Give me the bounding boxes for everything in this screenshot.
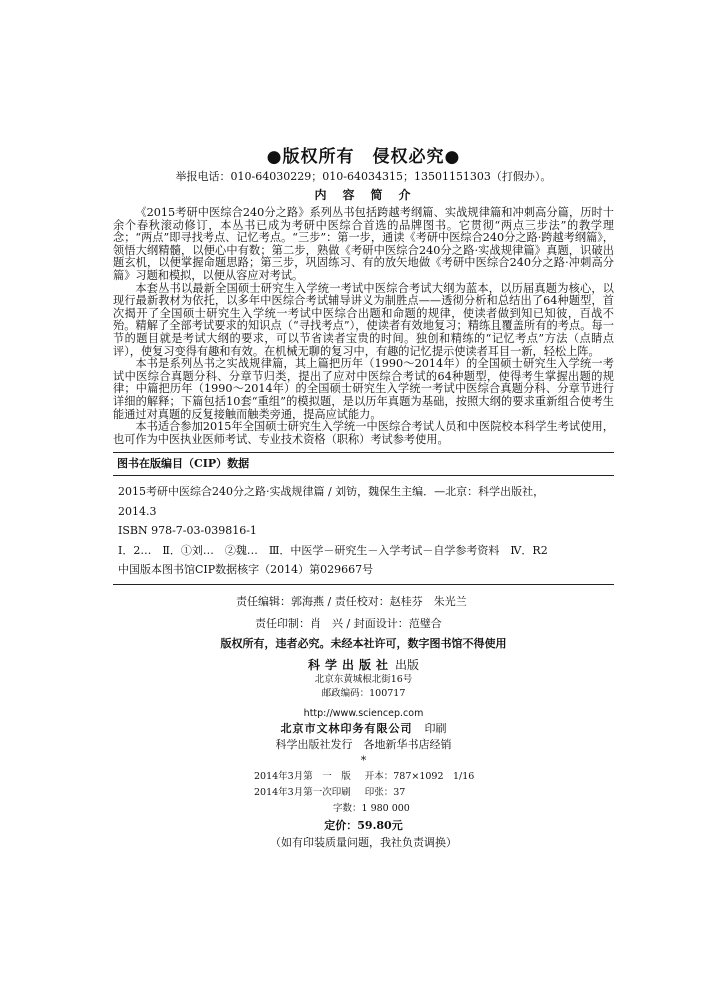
rights-notice: 版权所有，违者必究。未经本社许可，数字图书馆不得使用 <box>220 636 507 650</box>
publisher-action: 出版 <box>395 657 420 672</box>
printer-action: 印刷 <box>424 721 447 735</box>
separator-star: * <box>360 753 367 767</box>
publisher-line <box>113 657 614 673</box>
word-count: 字数：1 980 000 <box>333 802 410 814</box>
cip-data <box>113 476 614 585</box>
printing-row <box>113 785 614 801</box>
edition-row <box>113 769 614 785</box>
cip-isbn: ISBN 978-7-03-039816-1 <box>118 524 257 538</box>
cip-entry: 2015考研中医综合240分之路·实战规律篇 / 刘钫，魏保生主编．—北京：科学出版社， <box>118 485 545 499</box>
intro-paragraph: 本书适合参加2015年全国硕士研究生入学统一中医综合考试人员和中医院校本科学生考试使用，也可作为中医执业医师考试、专业技术资格（职称）考试参考使用。 <box>113 420 614 446</box>
printer-name: 北京市文林印务有限公司 <box>280 721 413 735</box>
quality-notice: （如有印装质量问题，我社负责调换） <box>270 835 457 849</box>
copyright-title: ●版权所有 侵权必究● <box>266 147 461 167</box>
page-content <box>113 147 614 851</box>
cip-classification: Ⅰ．2… Ⅱ．①刘… ②魏… Ⅲ．中医学－研究生－入学考试－自学参考资料 Ⅳ．R2 <box>118 543 548 557</box>
edition-text: 2014年3月第 一 版 <box>254 770 351 782</box>
report-phone-line: 举报电话：010-64030229；010-64034315；13501151303（打假办）。 <box>175 170 552 183</box>
price: 定价：59.80元 <box>324 818 403 832</box>
publisher-website: http://www.sciencep.com <box>303 707 424 719</box>
intro-heading: 内 容 简 介 <box>314 188 413 202</box>
intro-paragraph: 《2015考研中医综合240分之路》系列丛书包括跨越考纲篇、实战规律篇和冲刺高分篇，历时十余个春秋滚动修订，本丛书已成为考研中医综合首选的品牌图书。它贯彻“两点三步法”的教学理念；“两点”即寻找考点、记忆考点。“三步”：第一步，通读《考研中医综合240分之路·跨越考纲篇》，领悟大纲精髓，以便心中有数；第二步，熟做《考研中医综合240分之路·实战规律篇》真题，识破出题玄机，以便掌握命题思路；第三步，巩固练习、有的放矢地做《考研中医综合240分之路·冲刺高分篇》习题和模拟，以便从容应对考试。 <box>113 206 614 282</box>
production-credits: 责任印制：肖 兴 / 封面设计：范璧合 <box>255 616 442 630</box>
intro-paragraph: 本书是系列丛书之实战规律篇，其上篇把历年（1990～2014年）的全国硕士研究生入学统一考试中医综合真题分科、分章节归类，提出了应对中医综合考试的64种题型，使得考生掌握出题的规律；中篇把历年（1990～2014年）的全国硕士研究生入学统一考试中医综合真题分科、分章节进行详细的解释；下篇包括10套“重组”的模拟题，是以历年真题为基础，按照大纲的要求重新组合使考生能通过对真题的反复接触而触类旁通，提高应试能力。 <box>113 357 614 421</box>
distribution-line: 科学出版社发行 各地新华书店经销 <box>275 737 452 751</box>
sheets-text: 印张：37 <box>364 786 406 798</box>
intro-section <box>113 207 614 446</box>
cip-block <box>113 452 614 585</box>
publisher-name: 科学出版社 <box>307 657 393 672</box>
publisher-block <box>113 657 614 851</box>
printing-text: 2014年3月第一次印刷 <box>254 786 351 798</box>
format-text: 开本：787×1092 1/16 <box>364 770 475 782</box>
credits-block <box>113 591 614 635</box>
cip-record-number: 中国版本图书馆CIP数据核字（2014）第029667号 <box>118 563 374 577</box>
intro-paragraph: 本套丛书以最新全国硕士研究生入学统一考试中医综合考试大纲为蓝本，以历届真题为核心，以现行最新教材为依托，以多年中医综合考试辅导讲义为制胜点——透彻分析和总结出了64种题型，首次揭开了全国硕士研究生入学统一考试中医综合出题和命题的规律，使读者做到知已知彼，百战不殆。精解了全部考试要求的知识点（“寻找考点”），使读者有效地复习；精练且覆盖所有的考点。每一节的题目就是考试大纲的要求，可以节省读者宝贵的时间。独创和精练的“记忆考点”方法（点睛点评），使复习变得有趣和有效。在机械无聊的复习中，有趣的记忆提示使读者耳目一新，轻松上阵。 <box>113 281 614 358</box>
editor-credits: 责任编辑：郭海燕 / 责任校对：赵桂芬 朱光兰 <box>236 594 467 608</box>
publisher-address: 北京东黄城根北街16号 <box>314 673 413 685</box>
printer-line <box>113 721 614 737</box>
cip-year: 2014.3 <box>118 504 157 518</box>
publisher-postcode: 邮政编码：100717 <box>321 687 406 699</box>
cip-heading: 图书在版编目（CIP）数据 <box>113 453 614 476</box>
